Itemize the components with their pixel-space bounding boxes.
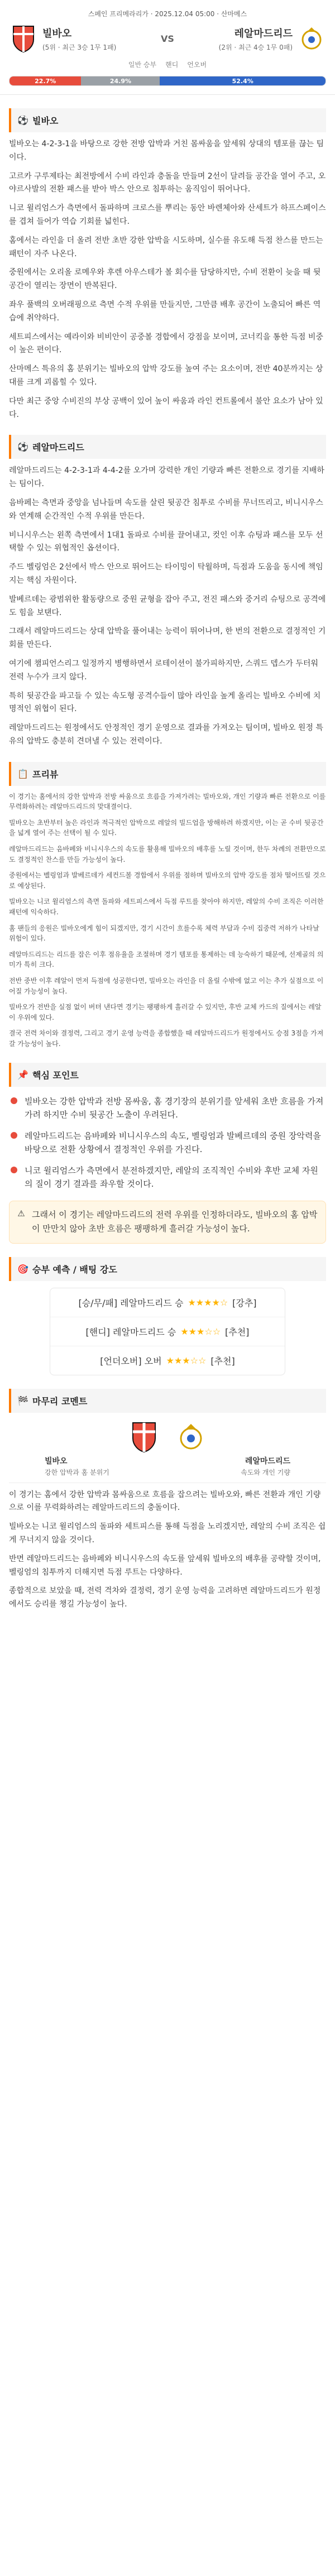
analysis-p6: 홈 팬들의 응원은 빌바오에게 힘이 되겠지만, 경기 시간이 흐를수록 체력 부담과 수비 집중력 저하가 나타날 위험이 있다. <box>9 924 319 943</box>
section-real: ⚽ 레알마드리드 <box>9 435 326 459</box>
real-p8: 특히 뒷공간을 파고들 수 있는 속도형 공격수들이 많아 라인을 높게 올리는 빌바오 수비에 치명적인 위협이 된다. <box>9 691 321 714</box>
bilbao-p4: 홈에서는 라인을 더 올려 전반 초반 강한 압박을 시도하며, 실수를 유도해 득점 찬스를 만드는 패턴이 자주 나온다. <box>9 236 323 258</box>
callout-text: 그래서 이 경기는 레알마드리드의 전력 우위를 인정하더라도, 빌바오의 홈 압박이 만만치 않아 초반 흐름은 팽팽하게 흘러갈 가능성이 높다. <box>32 1209 318 1234</box>
bilbao-p2: 고르카 구루제타는 최전방에서 수비 라인과 충돌을 만들며 2선이 달려들 공간을 열어 주고, 오야르사발의 전환 패스를 받아 박스 안으로 침투하는 움직임이 뛰어나다. <box>9 171 326 194</box>
draw-probability: 24.9% <box>81 76 160 85</box>
key-points <box>9 1095 326 1191</box>
key-point <box>9 1095 326 1121</box>
bilbao-p8: 산마메스 특유의 홈 분위기는 빌바오의 압박 강도를 높여 주는 요소이며, 전반 40분까지는 상대를 크게 괴롭힐 수 있다. <box>9 364 323 387</box>
analysis-p7: 레알마드리드는 리드를 잡은 이후 점유율을 조절하며 경기 템포를 통제하는 데 능숙하기 때문에, 선제골의 의미가 특히 크다. <box>9 950 324 969</box>
analysis-p2: 빌바오는 초반부터 높은 라인과 적극적인 압박으로 레알의 빌드업을 방해하려 하겠지만, 이는 곧 수비 뒷공간을 넓게 열어 주는 선택이 될 수 있다. <box>9 818 324 837</box>
football-icon: ⚽ <box>17 442 28 453</box>
prediction-tag: [추천] <box>210 1355 235 1366</box>
final-away-note: 속도와 개인 기량 <box>241 1468 290 1476</box>
real-p5: 발베르데는 광범위한 활동량으로 중원 균형을 잡아 주고, 전진 패스와 중거리 슈팅으로 공격에도 힘을 보탠다. <box>9 594 326 617</box>
warning-icon: ⚠ <box>17 1208 25 1219</box>
stars-icon: ★★★☆☆ <box>166 1355 207 1366</box>
analysis-p8: 전반 중반 이후 레알이 먼저 득점에 성공한다면, 빌바오는 라인을 더 올릴 수밖에 없고 이는 추가 실점으로 이어질 가능성이 높다. <box>9 977 324 995</box>
bilbao-logo <box>9 24 38 53</box>
section-bilbao: ⚽ 빌바오 <box>9 108 326 132</box>
section-pick: 🎯 승부 예측 / 배팅 강도 <box>9 1257 326 1281</box>
analysis-p9: 빌바오가 전반을 실점 없이 버텨 낸다면 경기는 팽팽하게 흘러갈 수 있지만, 후반 교체 카드의 질에서는 레알이 우위에 있다. <box>9 1003 322 1021</box>
real-madrid-logo <box>174 1419 208 1453</box>
final-team-names <box>45 1455 290 1466</box>
prediction-box <box>50 1288 285 1375</box>
away-team-name: 레알마드리드 <box>234 27 293 40</box>
real-p7: 여기에 챔피언스리그 일정까지 병행하면서 로테이션이 불가피하지만, 스쿼드 뎁스가 두터워 전력 누수가 크지 않다. <box>9 659 318 682</box>
chip-overunder[interactable]: 언오버 <box>187 61 207 69</box>
section-final: 🏁 마무리 코멘트 <box>9 1389 326 1413</box>
key-point-text: 레알마드리드는 음바페와 비니시우스의 속도, 벨링엄과 발베르데의 중원 장악력을 바탕으로 전환 상황에서 결정적인 우위를 가진다. <box>25 1130 321 1154</box>
analysis-p5: 빌바오는 니코 윌리엄스의 측면 돌파와 세트피스에서 득점 루트를 찾아야 하지만, 레알의 수비 조직은 이러한 패턴에 익숙하다. <box>9 898 324 917</box>
prediction-label: [핸디] 레알마드리드 승 <box>85 1326 176 1337</box>
section-analysis: 📋 프리뷰 <box>9 762 326 786</box>
prediction-row <box>50 1317 285 1346</box>
bilbao-logo <box>127 1419 161 1453</box>
prediction-row <box>50 1288 285 1317</box>
real-madrid-logo <box>297 24 326 53</box>
home-probability: 22.7% <box>9 76 81 85</box>
bilbao-paragraphs <box>0 138 335 421</box>
final-home-name: 빌바오 <box>45 1456 68 1466</box>
callout <box>9 1201 326 1244</box>
analysis-p10: 결국 전력 차이와 결정력, 그리고 경기 운영 능력을 종합했을 때 레알마드리드가 원정에서도 승점 3점을 가져갈 가능성이 높다. <box>9 1029 324 1048</box>
prediction-label: [언더오버] 오버 <box>100 1355 162 1366</box>
real-paragraphs <box>0 464 335 748</box>
real-p4: 주드 벨링엄은 2선에서 박스 안으로 뛰어드는 타이밍이 탁월하며, 득점과 도움을 동시에 책임지는 핵심 자원이다. <box>9 563 323 585</box>
final-p4: 종합적으로 보았을 때, 전력 격차와 결정력, 경기 운영 능력을 고려하면 레알마드리드가 원정에서도 승리를 챙길 가능성이 높다. <box>9 1586 321 1609</box>
analysis-paragraphs <box>0 791 335 1049</box>
final-p1: 이 경기는 홈에서 강한 압박과 몸싸움으로 흐름을 잡으려는 빌바오와, 빠른 전환과 개인 기량으로 이를 무력화하려는 레알마드리드의 충돌이다. <box>9 1490 321 1513</box>
key-point-text: 니코 윌리엄스가 측면에서 분전하겠지만, 레알의 조직적인 수비와 후반 교체 자원의 질이 경기 결과를 좌우할 것이다. <box>25 1165 318 1189</box>
prediction-label: [승/무/패] 레알마드리드 승 <box>78 1297 184 1308</box>
analysis-p3: 레알마드리드는 음바페와 비니시우스의 속도를 활용해 빌바오의 배후를 노릴 것이며, 한두 차례의 전환만으로도 결정적인 찬스를 만들 가능성이 높다. <box>9 845 326 864</box>
key-point <box>9 1129 326 1156</box>
prediction-row <box>50 1346 285 1375</box>
red-dot-icon <box>9 1096 19 1106</box>
flag-icon: 🏁 <box>17 1395 28 1406</box>
bilbao-p7: 세트피스에서는 예라이와 비비안이 공중볼 경합에서 강점을 보이며, 코너킥을 통한 득점 비중이 높은 편이다. <box>9 332 323 355</box>
analysis-p4: 중원에서는 벨링엄과 발베르데가 세컨드볼 경합에서 우위를 점하며 빌바오의 압박 강도를 점차 떨어뜨릴 것으로 예상된다. <box>9 871 326 890</box>
bilbao-p1: 빌바오는 4-2-3-1을 바탕으로 강한 전방 압박과 거친 몸싸움을 앞세워 상대의 템포를 끊는 팀이다. <box>9 140 324 162</box>
stars-icon: ★★★★☆ <box>188 1297 228 1308</box>
away-team-sub: (2위 · 최근 4승 1무 0패) <box>218 43 293 51</box>
real-p1: 레알마드리드는 4-2-3-1과 4-4-2를 오가며 강력한 개인 기량과 빠른 전환으로 경기를 지배하는 팀이다. <box>9 466 324 489</box>
probability-bar <box>9 76 326 86</box>
home-team[interactable] <box>9 24 149 53</box>
football-icon: ⚽ <box>17 115 28 126</box>
final-teams <box>9 1419 326 1453</box>
bilbao-p6: 좌우 풀백의 오버래핑으로 측면 수적 우위를 만들지만, 그만큼 배후 공간이 노출되어 빠른 역습에 취약하다. <box>9 300 321 323</box>
final-paragraphs <box>0 1489 335 1611</box>
stars-icon: ★★★☆☆ <box>180 1326 221 1337</box>
teams-row <box>9 24 326 53</box>
analysis-p1: 이 경기는 홈에서의 강한 압박과 전방 싸움으로 흐름을 가져가려는 빌바오와, 개인 기량과 빠른 전환으로 이를 무력화하려는 레알마드리드의 맞대결이다. <box>9 792 326 811</box>
red-dot-icon <box>9 1130 19 1140</box>
pin-icon: 📌 <box>17 1069 28 1080</box>
real-p3: 비니시우스는 왼쪽 측면에서 1대1 돌파로 수비를 끌어내고, 컷인 이후 슈팅과 패스를 모두 선택할 수 있는 위협적인 옵션이다. <box>9 530 323 553</box>
final-p2: 빌바오는 니코 윌리엄스의 돌파와 세트피스를 통해 득점을 노리겠지만, 레알의 수비 조직은 쉽게 무너지지 않을 것이다. <box>9 1522 326 1544</box>
final-away-name: 레알마드리드 <box>245 1456 290 1466</box>
target-icon: 🎯 <box>17 1263 28 1274</box>
final-home-note: 강한 압박과 홈 분위기 <box>45 1468 109 1476</box>
final-team-notes <box>45 1467 290 1477</box>
home-team-sub: (5위 · 최근 3승 1무 1패) <box>42 43 117 51</box>
match-meta: 스페인 프리메라리가 · 2025.12.04 05:00 · 산마메스 <box>88 10 247 18</box>
bilbao-p3: 니코 윌리엄스가 측면에서 돌파하며 크로스를 뿌리는 동안 바렌체아와 산세트가 하프스페이스를 겹쳐 들어가 역습 기회를 넓힌다. <box>9 204 326 226</box>
option-chips <box>9 60 326 69</box>
prediction-tag: [추천] <box>225 1326 250 1337</box>
section-key-points: 📌 핵심 포인트 <box>9 1063 326 1087</box>
red-dot-icon <box>9 1165 19 1175</box>
bilbao-p9: 다만 최근 중앙 수비진의 부상 공백이 있어 높이 싸움과 라인 컨트롤에서 불안 요소가 남아 있다. <box>9 396 323 419</box>
real-p6: 그래서 레알마드리드는 상대 압박을 풀어내는 능력이 뛰어나며, 한 번의 전환으로 결정적인 기회를 만든다. <box>9 627 326 650</box>
real-p2: 음바페는 측면과 중앙을 넘나들며 속도를 살린 뒷공간 침투로 수비를 무너뜨리고, 비니시우스와 연계해 순간적인 수적 우위를 만든다. <box>9 498 323 521</box>
clipboard-icon: 📋 <box>17 768 28 779</box>
key-point-text: 빌바오는 강한 압박과 전방 몸싸움, 홈 경기장의 분위기를 앞세워 초반 흐름을 가져가려 하지만 수비 뒷공간 노출이 우려된다. <box>25 1096 324 1120</box>
home-team-name: 빌바오 <box>42 27 72 40</box>
away-team[interactable] <box>186 24 326 53</box>
final-p3: 반면 레알마드리드는 음바페와 비니시우스의 속도를 앞세워 빌바오의 배후를 공략할 것이며, 벨링엄의 침투까지 더해지면 득점 루트는 다양하다. <box>9 1554 321 1577</box>
real-p9: 레알마드리드는 원정에서도 안정적인 경기 운영으로 결과를 가져오는 팀이며, 빌바오 원정 특유의 압박도 충분히 견뎌낼 수 있는 전력이다. <box>9 723 323 746</box>
chip-general[interactable]: 일반 승부 <box>128 61 157 69</box>
bilbao-p5: 중원에서는 오리올 로메우와 후렌 아우스테가 볼 회수를 담당하지만, 수비 전환이 늦을 때 뒷공간이 열리는 장면이 반복된다. <box>9 268 321 291</box>
prediction-tag: [강추] <box>232 1297 257 1308</box>
chip-handicap[interactable]: 핸디 <box>165 61 179 69</box>
vs-label: VS <box>161 33 174 44</box>
away-probability: 52.4% <box>160 76 326 85</box>
key-point <box>9 1164 326 1191</box>
match-header <box>0 0 335 95</box>
